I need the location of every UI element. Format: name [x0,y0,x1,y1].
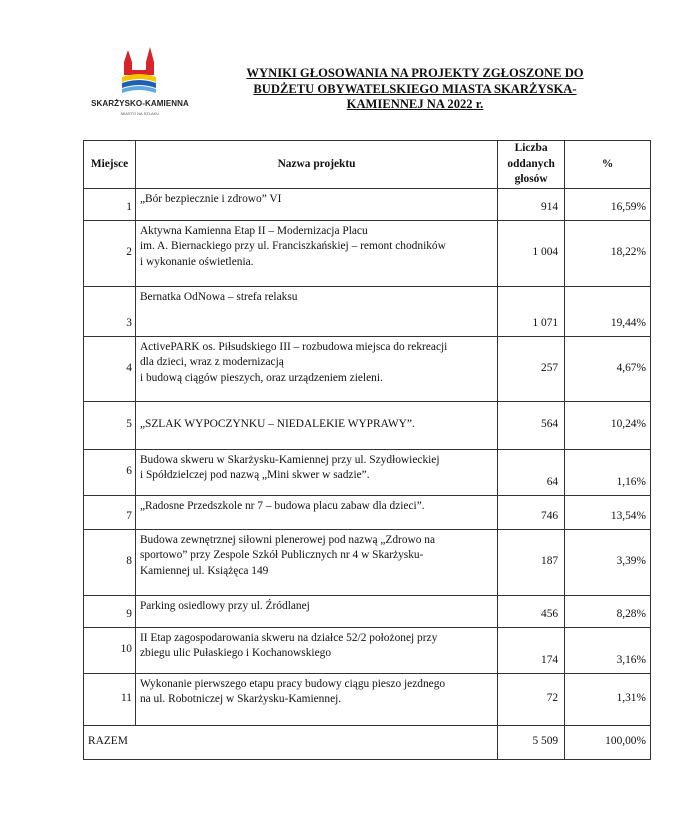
header-votes-line: oddanych [507,157,555,170]
row-project-name [135,495,497,529]
document-title [225,66,605,113]
row-place: 7 [84,495,136,529]
row-percent: 16,59% [565,188,651,220]
row-votes: 456 [498,595,565,627]
row-project-name [135,449,497,495]
project-name-line: ActivePARK os. Piłsudskiego III – rozbudowa miejsca do rekreacji [139,340,448,353]
table-row [84,595,651,627]
title-line: KAMIENNEJ NA 2022 r. [346,97,484,111]
row-place: 10 [84,627,136,673]
header-votes [498,141,565,189]
title-line: WYNIKI GŁOSOWANIA NA PROJEKTY ZGŁOSZONE DO [246,66,584,80]
row-votes: 257 [498,336,565,401]
project-name-line: Parking osiedlowy przy ul. Źródlanej [139,599,310,612]
row-project-name [135,188,497,220]
row-place: 6 [84,449,136,495]
row-votes: 564 [498,401,565,449]
table-row [84,495,651,529]
project-name-line: „SZLAK WYPOCZYNKU – NIEDALEKIE WYPRAWY”. [139,417,415,430]
city-towers-icon [118,44,162,96]
project-name-line: II Etap zagospodarowania skweru na działce 52/2 położonej przy [139,631,438,644]
row-place: 4 [84,336,136,401]
header-place: Miejsce [84,141,136,189]
row-votes: 72 [498,673,565,725]
table-row [84,529,651,595]
total-percent: 100,00% [565,725,651,759]
table-total-row [84,725,651,759]
project-name-line: dla dzieci, wraz z modernizacją [139,356,284,369]
row-project-name [135,220,497,286]
table-row [84,220,651,286]
row-percent: 1,16% [565,449,651,495]
logo-tagline: MIASTO NA SZLAKU [120,111,160,116]
row-votes: 174 [498,627,565,673]
row-votes: 64 [498,449,565,495]
row-percent: 3,39% [565,529,651,595]
row-percent: 10,24% [565,401,651,449]
project-name-line: Budowa zewnętrznej siłowni plenerowej pod nazwą „Zdrowo na [139,533,436,546]
row-project-name [135,286,497,336]
row-votes: 187 [498,529,565,595]
row-percent: 19,44% [565,286,651,336]
project-name-line: Budowa skweru w Skarżysku-Kamiennej przy ul. Szydłowieckiej [139,453,440,466]
row-percent: 8,28% [565,595,651,627]
project-name-line: im. A. Biernackiego przy ul. Franciszkańskiej – remont chodników [139,240,446,253]
project-name-line: „Radosne Przedszkole nr 7 – budowa placu zabaw dla dzieci”. [139,499,425,512]
row-project-name [135,627,497,673]
project-name-line: zbiegu ulic Pułaskiego i Kochanowskiego [139,647,332,660]
logo-city-name: SKARŻYSKO-KAMIENNA [91,99,189,108]
row-place: 8 [84,529,136,595]
table-row [84,401,651,449]
project-name-line: i Spółdzielczej pod nazwą „Mini skwer w sadzie”. [139,469,370,482]
project-name-line: Kamiennej ul. Książęca 149 [139,564,269,577]
row-project-name [135,673,497,725]
row-place: 11 [84,673,136,725]
results-table [83,140,651,760]
row-place: 5 [84,401,136,449]
table-row [84,627,651,673]
title-line: BUDŻETU OBYWATELSKIEGO MIASTA SKARŻYSKA- [253,81,577,96]
project-name-line: i budową ciągów pieszych, oraz urządzeniem zieleni. [139,371,383,384]
table-row [84,336,651,401]
row-project-name [135,336,497,401]
row-project-name [135,529,497,595]
total-label: RAZEM [84,725,498,759]
row-percent: 4,67% [565,336,651,401]
row-project-name [135,401,497,449]
row-percent: 3,16% [565,627,651,673]
header-votes-line: głosów [514,173,548,186]
row-project-name [135,595,497,627]
project-name-line: Aktywna Kamienna Etap II – Modernizacja Placu [139,224,368,237]
project-name-line: Bernatka OdNowa – strefa relaksu [139,290,298,303]
table-row [84,286,651,336]
row-votes: 1 004 [498,220,565,286]
row-percent: 13,54% [565,495,651,529]
project-name-line: Wykonanie pierwszego etapu pracy budowy ciągu pieszo jezdnego [139,677,446,690]
row-place: 2 [84,220,136,286]
header-votes-line: Liczba [514,142,548,154]
row-votes: 1 071 [498,286,565,336]
header-project-name: Nazwa projektu [135,141,497,189]
project-name-line: na ul. Robotniczej w Skarżysku-Kamiennej. [139,693,342,706]
row-votes: 746 [498,495,565,529]
table-row [84,449,651,495]
project-name-line: „Bór bezpiecznie i zdrowo” VI [139,192,282,205]
row-percent: 18,22% [565,220,651,286]
total-votes: 5 509 [498,725,565,759]
table-header-row [84,141,651,189]
row-place: 3 [84,286,136,336]
row-percent: 1,31% [565,673,651,725]
row-place: 1 [84,188,136,220]
row-place: 9 [84,595,136,627]
project-name-line: sportowo” przy Zespole Szkół Publicznych nr 4 w Skarżysku- [139,549,424,562]
row-votes: 914 [498,188,565,220]
table-row [84,188,651,220]
city-logo [88,44,192,120]
table-row [84,673,651,725]
header-percent: % [565,141,651,189]
project-name-line: i wykonanie oświetlenia. [139,255,254,268]
